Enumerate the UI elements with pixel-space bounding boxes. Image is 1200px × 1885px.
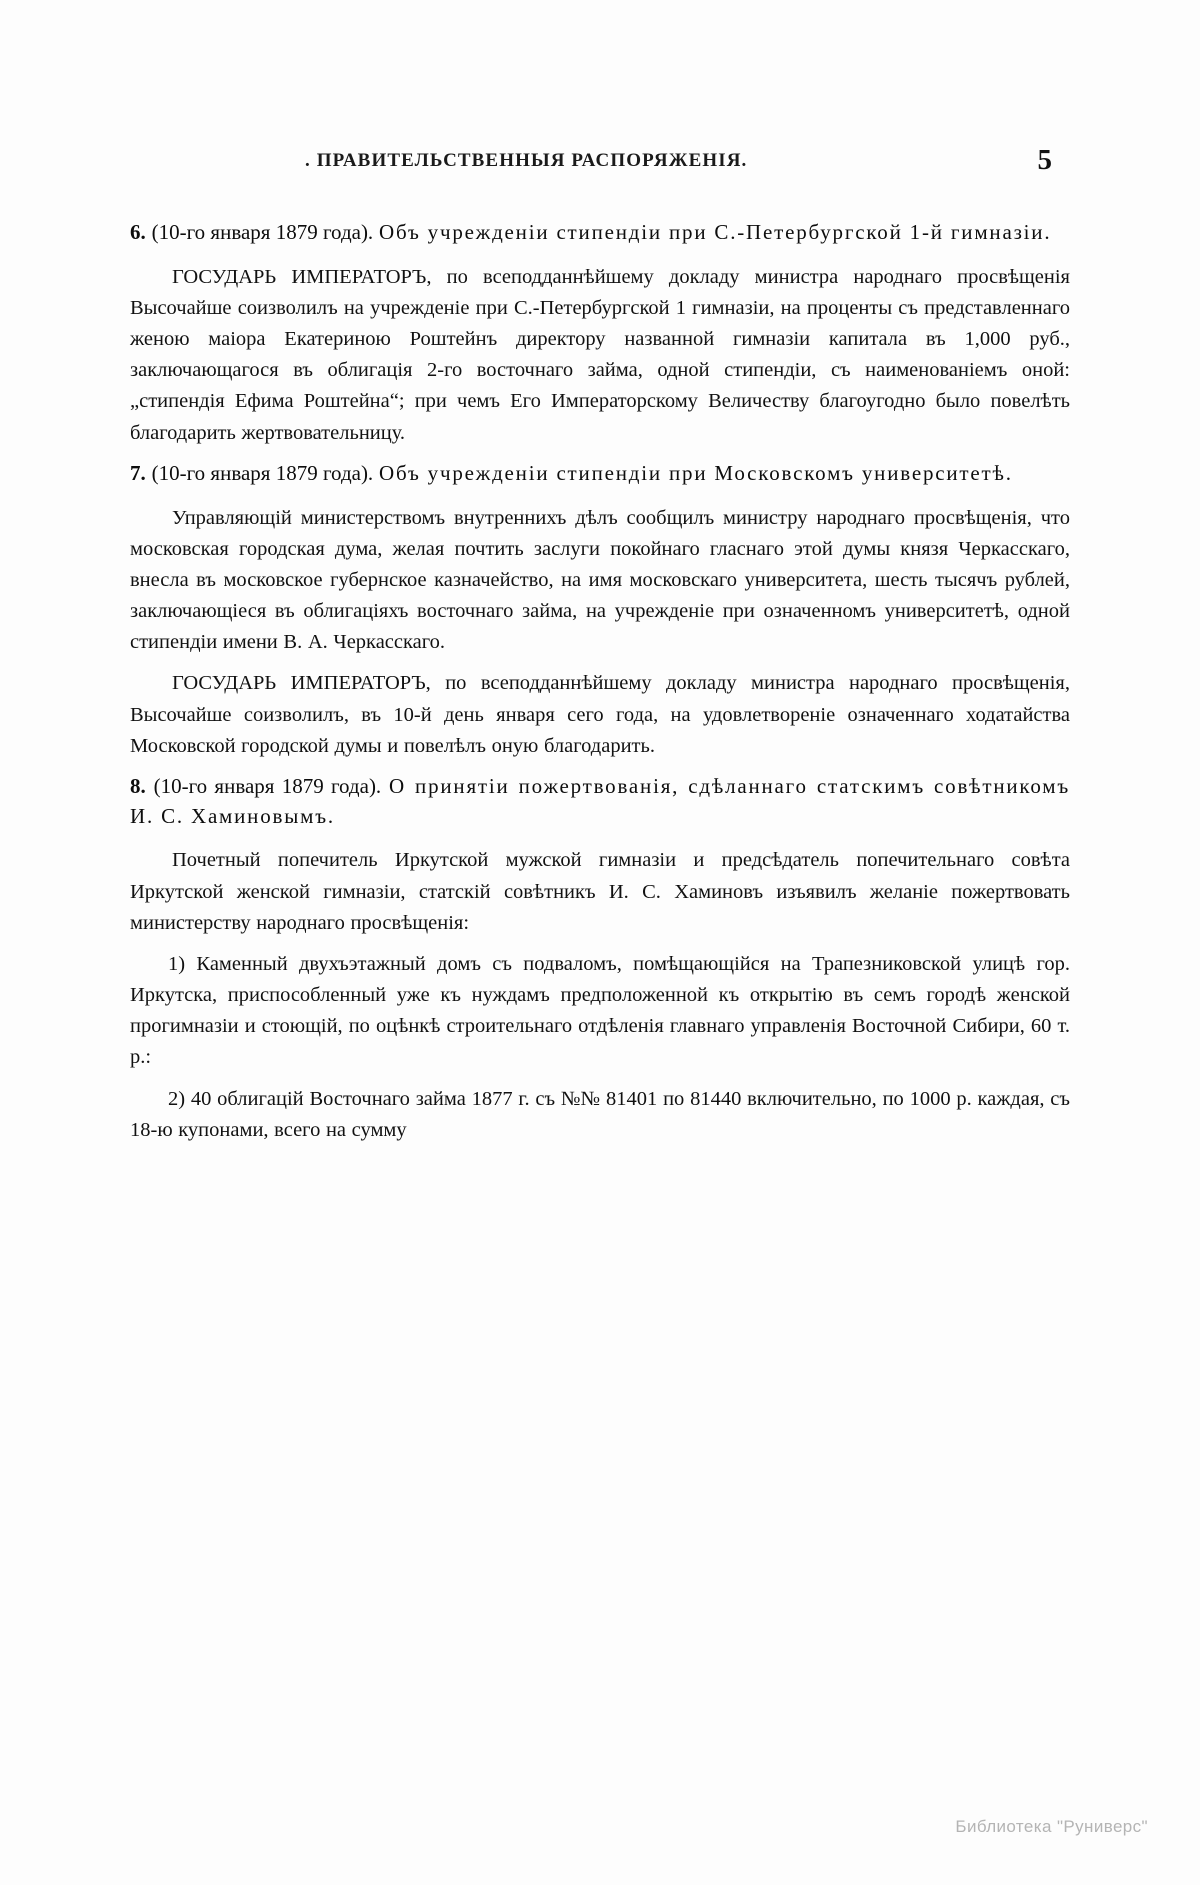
section-8-number: 8.	[130, 773, 146, 798]
section-7-title: Объ учрежденіи стипендіи при Московскомъ университетѣ.	[379, 460, 1013, 485]
section-8-title: О принятіи пожертвованія, сдѣланнаго статскимъ совѣтникомъ И. С. Хаминовымъ.	[130, 773, 1071, 828]
section-6-date: (10-го января 1879 года).	[151, 220, 374, 244]
section-7	[130, 459, 1070, 762]
section-8-list-item-2: 2) 40 облигацій Восточнаго займа 1877 г. съ №№ 81401 по 81440 включительно, по 1000 р. каждая, съ 18-ю купонами, всего на сумму	[130, 1087, 1070, 1141]
section-6-heading	[130, 218, 1070, 248]
section-6-number: 6.	[130, 220, 146, 244]
section-7-paragraph-1: Управляющій министерствомъ внутреннихъ дѣлъ сообщилъ министру народнаго просвѣщенія, что московская городская дума, желая почтить заслуги покойнаго гласнаго этой думы князя Черкасскаго, внесла въ московское губернское казначейство, на имя московскаго университета, шесть тысячъ рублей, заключающіеся въ облигаціяхъ восточнаго займа, на учрежденіе при означенномъ университетѣ, одной стипендіи имени В. А. Черкасскаго.	[130, 506, 1070, 654]
scanned-page-content	[130, 144, 1071, 1750]
page-number: 5	[1037, 144, 1052, 176]
section-8	[130, 772, 1070, 1146]
section-6-title: Объ учрежденіи стипендіи при С.-Петербургской 1-й гимназіи.	[379, 220, 1052, 244]
section-6-paragraph-1: ГОСУДАРЬ ИМПЕРАТОРЪ, по всеподданнѣйшему докладу министра народнаго просвѣщенія Высочайше соизволилъ на учрежденіе при С.-Петербургской 1 гимназіи, на проценты съ представленнаго женою маіора Екатериною Роштейнъ директору названной гимназіи капитала въ 1,000 руб., заключающагося въ облигація 2-го восточнаго займа, одной стипендіи, съ наименованіемъ оной: „стипендія Ефима Роштейна“; при чемъ Его Императорскому Величеству благоугодно было повелѣть благодарить жертвовательницу.	[130, 265, 1070, 444]
running-head: . ПРАВИТЕЛЬСТВЕННЫЯ РАСПОРЯЖЕНІЯ.	[305, 150, 748, 171]
section-8-paragraph-1: Почетный попечитель Иркутской мужской гимназіи и предсѣдатель попечительнаго совѣта Иркутской женской гимназіи, статскій совѣтникъ И. С. Хаминовъ изъявилъ желаніе пожертвовать министерству народнаго просвѣщенія:	[130, 849, 1070, 934]
section-7-date: (10-го января 1879 года).	[151, 460, 374, 485]
library-watermark: Библиотека "Руниверс"	[955, 1817, 1148, 1836]
section-8-heading	[130, 772, 1070, 832]
section-7-heading	[130, 459, 1070, 489]
section-6	[130, 218, 1070, 449]
section-8-date: (10-го января 1879 года).	[153, 773, 382, 798]
page-header	[130, 144, 1070, 190]
section-7-paragraph-2: ГОСУДАРЬ ИМПЕРАТОРЪ, по всеподданнѣйшему докладу министра народнаго просвѣщенія, Высочайше соизволилъ, въ 10-й день января сего года, на удовлетвореніе означеннаго ходатайства Московской городской думы и повелѣлъ оную благодарить.	[130, 672, 1070, 757]
section-8-list-item-1: 1) Каменный двухъэтажный домъ съ подваломъ, помѣщающійся на Трапезниковской улицѣ гор. Иркутска, приспособленный уже къ нуждамъ предположенной къ открытію въ семъ городѣ женской прогимназіи и стоющій, по оцѣнкѣ строительнаго отдѣленія главнаго управленія Восточной Сибири, 60 т. р.:	[130, 952, 1070, 1069]
section-7-number: 7.	[130, 460, 146, 485]
